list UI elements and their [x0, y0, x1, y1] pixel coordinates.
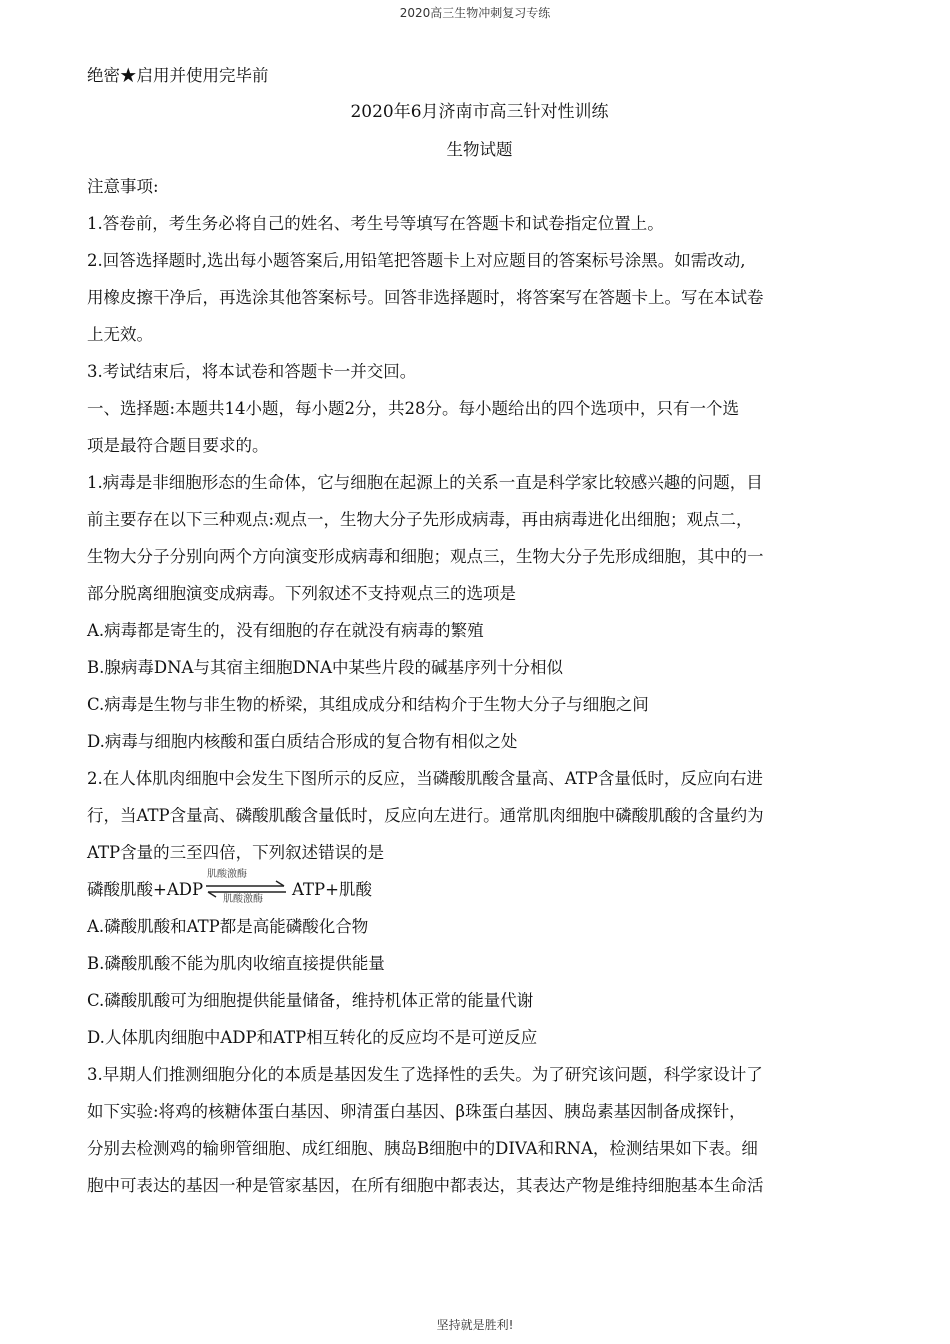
notice-line: 1.答卷前，考生务必将自己的姓名、考生号等填写在答题卡和试卷指定位置上。 [87, 214, 664, 233]
notice-line: 3.考试结束后，将本试卷和答题卡一并交回。 [87, 362, 417, 381]
reaction-reactants: 磷酸肌酸+ADP [87, 880, 204, 899]
question-2-stem: 2.在人体肌肉细胞中会发生下图所示的反应，当磷酸肌酸含量高、ATP含量低时，反应向右进 [87, 769, 763, 788]
question-2-option-a: A.磷酸肌酸和ATP都是高能磷酸化合物 [87, 917, 369, 936]
question-3-stem: 分别去检测鸡的输卵管细胞、成红细胞、胰岛B细胞中的DIVA和RNA，检测结果如下表。细 [87, 1139, 758, 1158]
question-1-option-b: B.腺病毒DNA与其宿主细胞DNA中某些片段的碱基序列十分相似 [87, 658, 564, 677]
notice-line: 上无效。 [87, 325, 153, 344]
question-2-stem: ATP含量的三至四倍，下列叙述错误的是 [87, 843, 385, 862]
question-1-stem: 生物大分子分别向两个方向演变形成病毒和细胞；观点三，生物大分子先形成细胞，其中的一 [87, 547, 764, 566]
enzyme-label-top: 肌酸激酶 [207, 869, 247, 880]
question-2-stem: 行，当ATP含量高、磷酸肌酸含量低时，反应向左进行。通常肌肉细胞中磷酸肌酸的含量约为 [87, 806, 764, 825]
question-2-option-c: C.磷酸肌酸可为细胞提供能量储备，维持机体正常的能量代谢 [87, 991, 534, 1010]
question-2-option-b: B.磷酸肌酸不能为肌肉收缩直接提供能量 [87, 954, 385, 973]
question-3-stem: 3.早期人们推测细胞分化的本质是基因发生了选择性的丢失。为了研究该问题，科学家设计了 [87, 1065, 763, 1084]
exam-content [87, 57, 872, 1204]
exam-title: 2020年6月济南市高三针对性训练 [350, 102, 609, 122]
page-header: 2020高三生物冲刺复习专练 [399, 6, 551, 20]
exam-subtitle: 生物试题 [446, 140, 513, 159]
question-1-stem: 前主要存在以下三种观点:观点一，生物大分子先形成病毒，再由病毒进化出细胞；观点二， [87, 510, 753, 529]
question-1-stem: 1.病毒是非细胞形态的生命体，它与细胞在起源上的关系一直是科学家比较感兴趣的问题，目 [87, 473, 763, 492]
section-instructions: 项是最符合题目要求的。 [87, 436, 269, 455]
notice-line: 用橡皮擦干净后，再选涂其他答案标号。回答非选择题时，将答案写在答题卡上。写在本试卷 [87, 288, 764, 307]
question-1-option-a: A.病毒都是寄生的，没有细胞的存在就没有病毒的繁殖 [87, 621, 484, 640]
enzyme-label-bottom: 肌酸激酶 [223, 894, 263, 905]
question-1-option-d: D.病毒与细胞内核酸和蛋白质结合形成的复合物有相似之处 [87, 732, 518, 751]
reaction-products: ATP+肌酸 [292, 880, 372, 899]
page-footer: 坚持就是胜利! [436, 1318, 514, 1332]
notice-line: 2.回答选择题时,选出每小题答案后,用铅笔把答题卡上对应题目的答案标号涂黑。如需改动, [87, 251, 746, 270]
question-1-option-c: C.病毒是生物与非生物的桥梁，其组成成分和结构介于生物大分子与细胞之间 [87, 695, 649, 714]
section-instructions: 一、选择题:本题共14小题，每小题2分，共28分。每小题给出的四个选项中，只有一个选 [87, 399, 740, 418]
question-3-stem: 如下实验:将鸡的核糖体蛋白基因、卵清蛋白基因、β珠蛋白基因、胰岛素基因制备成探针， [87, 1102, 746, 1121]
question-1-stem: 部分脱离细胞演变成病毒。下列叙述不支持观点三的选项是 [87, 584, 516, 603]
reaction-equation [87, 871, 872, 908]
notice-heading: 注意事项: [87, 177, 159, 196]
question-3-stem: 胞中可表达的基因一种是管家基因，在所有细胞中都表达，其表达产物是维持细胞基本生命活 [87, 1176, 764, 1195]
confidential-label: 绝密★启用并使用完毕前 [87, 66, 269, 85]
question-2-option-d: D.人体肌肉细胞中ADP和ATP相互转化的反应均不是可逆反应 [87, 1028, 538, 1047]
